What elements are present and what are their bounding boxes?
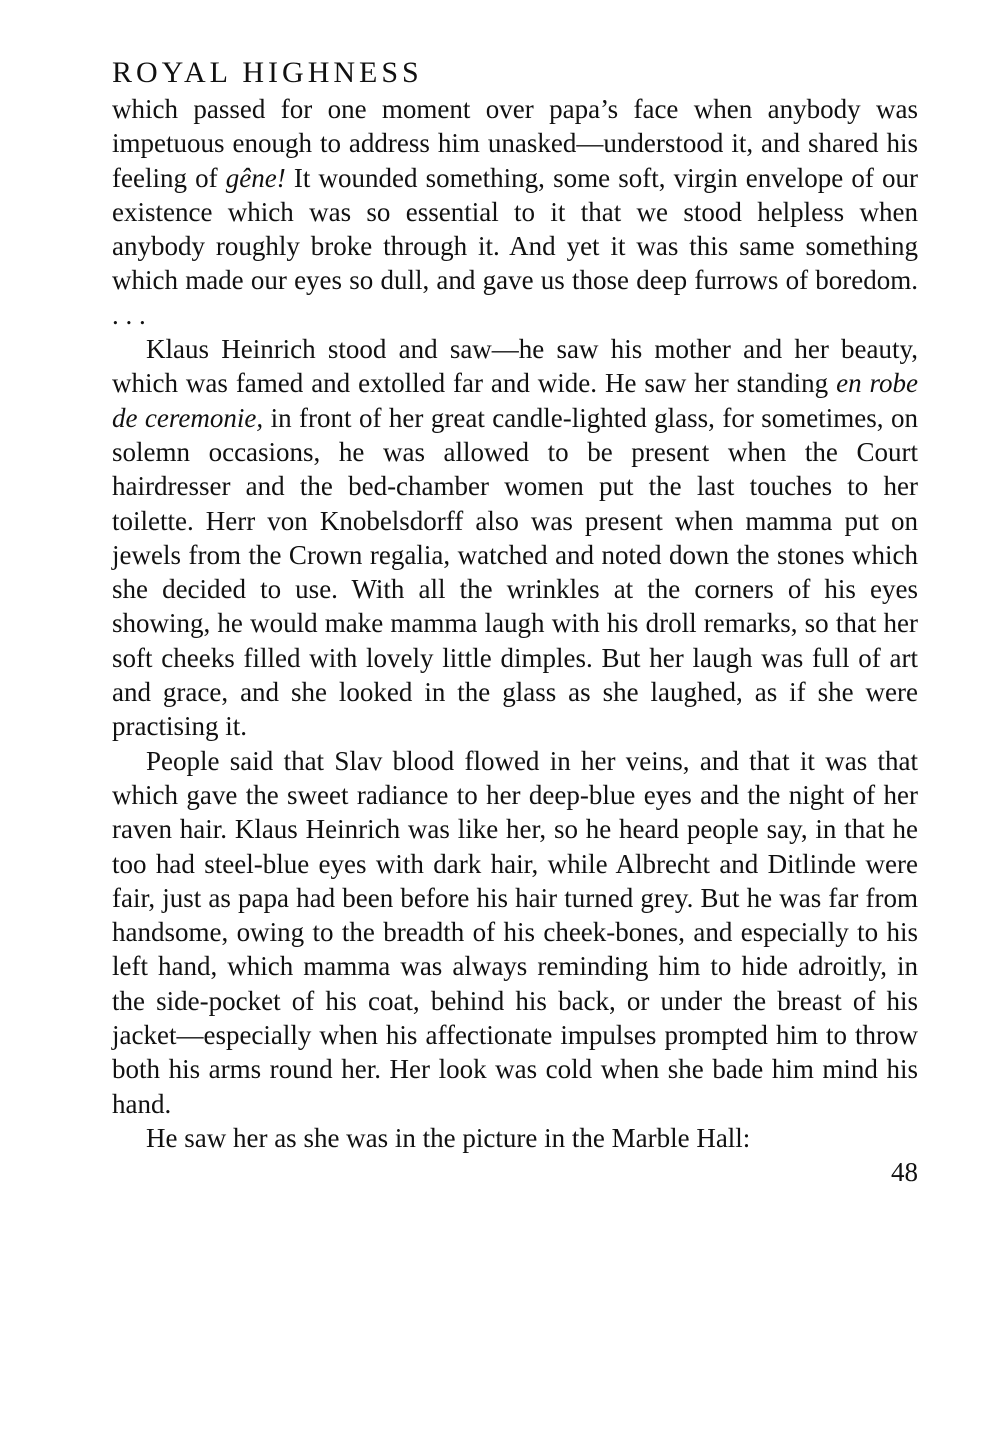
- paragraph-2: [112, 332, 918, 744]
- paragraph-2-text-a: Klaus Heinrich stood and saw—he saw his mother and her beauty, which was famed and extolled far and wide. He saw her standing: [112, 334, 918, 399]
- paragraph-1: [112, 92, 918, 332]
- paragraph-2-text-b: in front of her great candle-lighted glass, for sometimes, on solemn occasions, he was allowed to be present when the Court hairdresser and the bed-chamber women put the last touches to her toilette. Herr von Knobelsdorff also was present when mamma put on jewels from the Crown regalia, watched and noted down the stones which she decided to use. With all the wrinkles at the corners of his eyes showing, he would make mamma laugh with his droll remarks, so that her soft cheeks filled with lovely little dimples. But her laugh was full of art and grace, and she looked in the glass as she laughed, as if she were practising it.: [112, 402, 918, 742]
- paragraph-1-text-a: which passed for one moment over papa’s face when anybody was impetuous enough to address him unasked—understood it, and shared his feeling of: [112, 94, 918, 193]
- paragraph-1-text-b: It wounded something, some soft, virgin envelope of our existence which was so essential to it that we stood helpless when anybody roughly broke through it. And yet it was this same something which made our eyes so dull, and gave us those deep furrows of boredom. . . .: [112, 162, 919, 330]
- book-page: [112, 54, 918, 1189]
- paragraph-3: [112, 744, 918, 1121]
- paragraph-3-text: People said that Slav blood flowed in her veins, and that it was that which gave the sweet radiance to her deep-blue eyes and the night of her raven hair. Klaus Heinrich was like her, so he heard people say, in that he too had steel-blue eyes with dark hair, while Albrecht and Ditlinde were fair, just as papa had been before his hair turned grey. But he was far from handsome, owing to the breadth of his cheek-bones, and especially to his left hand, which mamma was always reminding him to hide adroitly, in the side-pocket of his coat, behind his back, or under the breast of his jacket—especially when his affectionate impulses prompted him to throw both his arms round her. Her look was cold when she bade him mind his hand.: [112, 745, 918, 1119]
- page-number: 48: [891, 1157, 918, 1188]
- paragraph-2-foreign-phrase: en robe de ceremonie,: [112, 368, 918, 433]
- paragraph-4: [112, 1121, 918, 1155]
- body-text: [112, 92, 918, 1155]
- paragraph-4-text: He saw her as she was in the picture in the Marble Hall:: [146, 1122, 751, 1153]
- running-head: ROYAL HIGHNESS: [112, 56, 423, 89]
- paragraph-1-foreign-word: gêne!: [225, 162, 286, 193]
